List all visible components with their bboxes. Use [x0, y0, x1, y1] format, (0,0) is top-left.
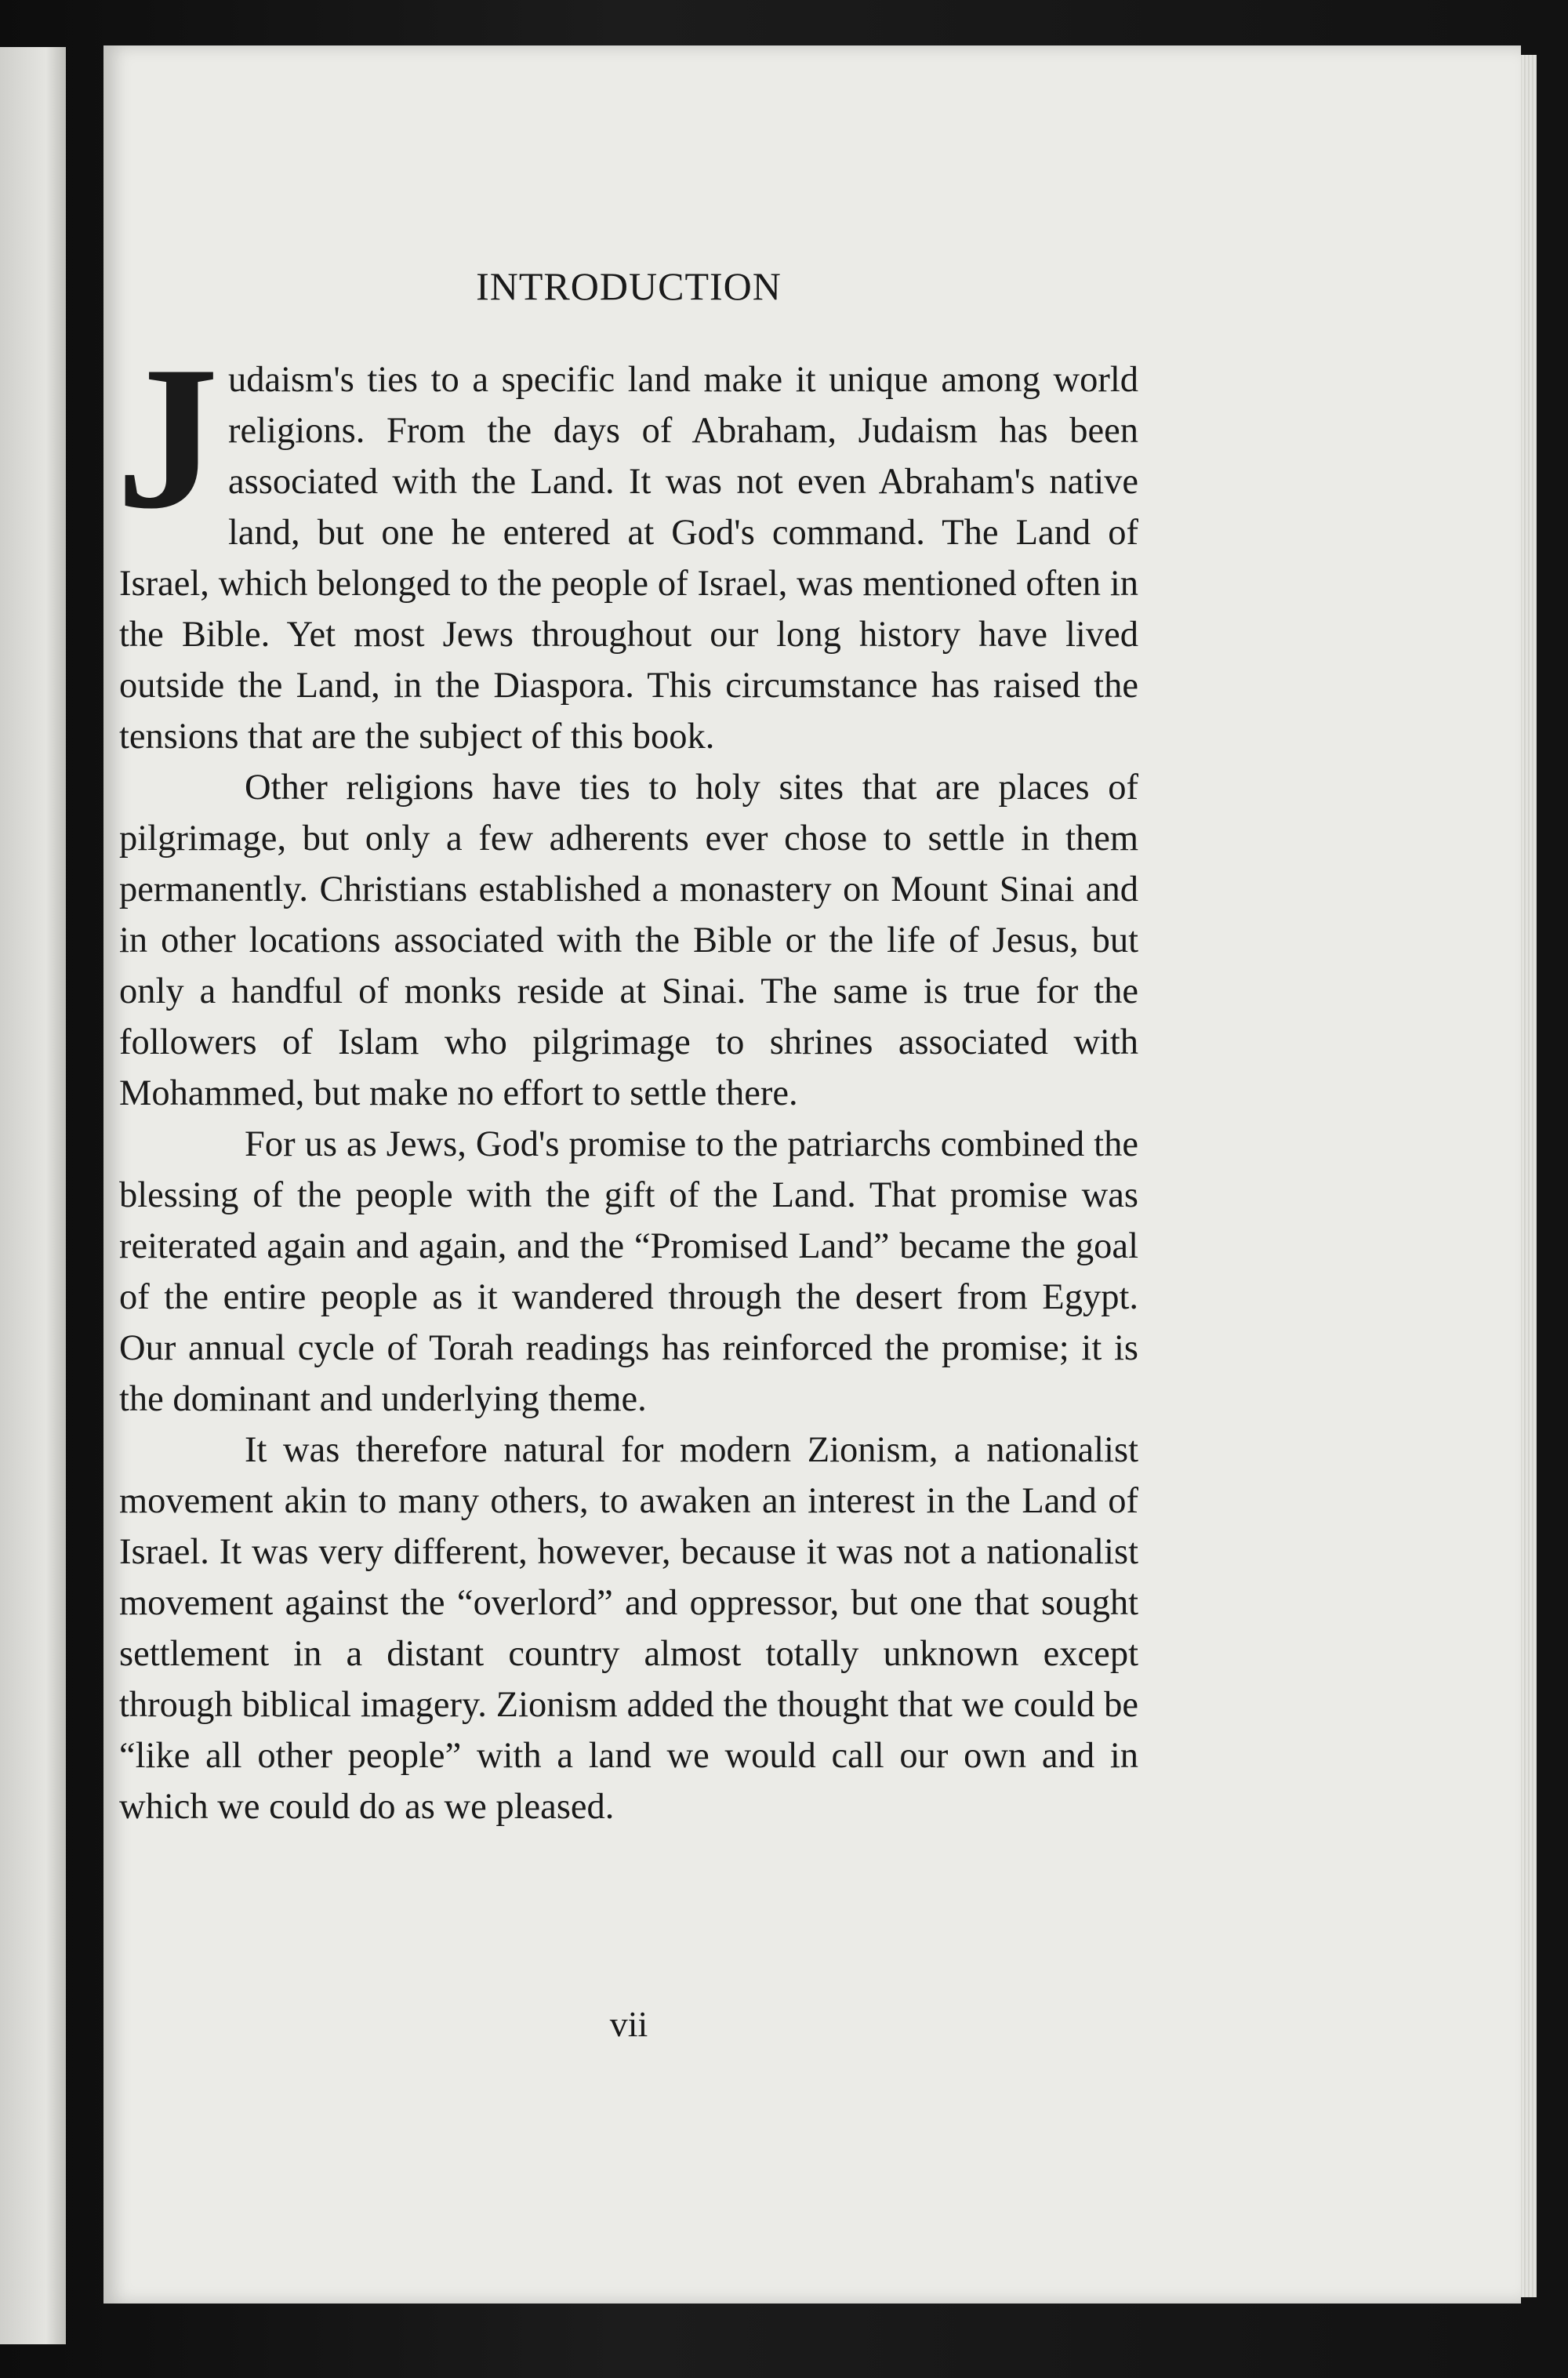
page-content	[116, 204, 1138, 1832]
paragraph-4: It was therefore natural for modern Zionism, a nationalist movement akin to many others, to awaken an interest in the Land of Israel. It was very different, however, because it was not a nationalist movement against the “overlord” and oppressor, but one that sought settlement in a distant country almost totally unknown except through biblical imagery. Zionism added the thought that we could be “like all other people” with a land we would call our own and in which we could do as we pleased.	[119, 1430, 1138, 1827]
paragraph-2: Other religions have ties to holy sites that are places of pilgrimage, but only a few adherents ever chose to settle in them permanently. Christians established a monastery on Mount Sinai and in other locations associated with the Bible or the life of Jesus, but only a handful of monks reside at Sinai. The same is true for the followers of Islam who pilgrimage to shrines associated with Mohammed, but make no effort to settle there.	[119, 768, 1138, 1113]
page-block-edge	[1521, 55, 1537, 2297]
page-title: INTRODUCTION	[476, 264, 782, 308]
page-number: vii	[609, 2004, 648, 2044]
paragraph-1	[116, 324, 1138, 762]
paragraph-1-text: udaism's ties to a specific land make it unique among world religions. From the days of Abraham, Judaism has been associated with the Land. It was not even Abraham's native land, but one he entered at God's command. The Land of Israel, which belonged to the people of Israel, was mentioned often in the Bible. Yet most Jews throughout our long history have lived outside the Land, in the Diaspora. This circumstance has raised the tensions that are the subject of this book.	[119, 360, 1138, 757]
facing-page-edge	[0, 47, 66, 2344]
drop-cap: J	[116, 324, 219, 551]
paragraph-3: For us as Jews, God's promise to the patriarchs combined the blessing of the people with the gift of the Land. That promise was reiterated again and again, and the “Promised Land” became the goal of the entire people as it wandered through the desert from Egypt. Our annual cycle of Torah readings has reinforced the promise; it is the dominant and underlying theme.	[119, 1124, 1138, 1419]
